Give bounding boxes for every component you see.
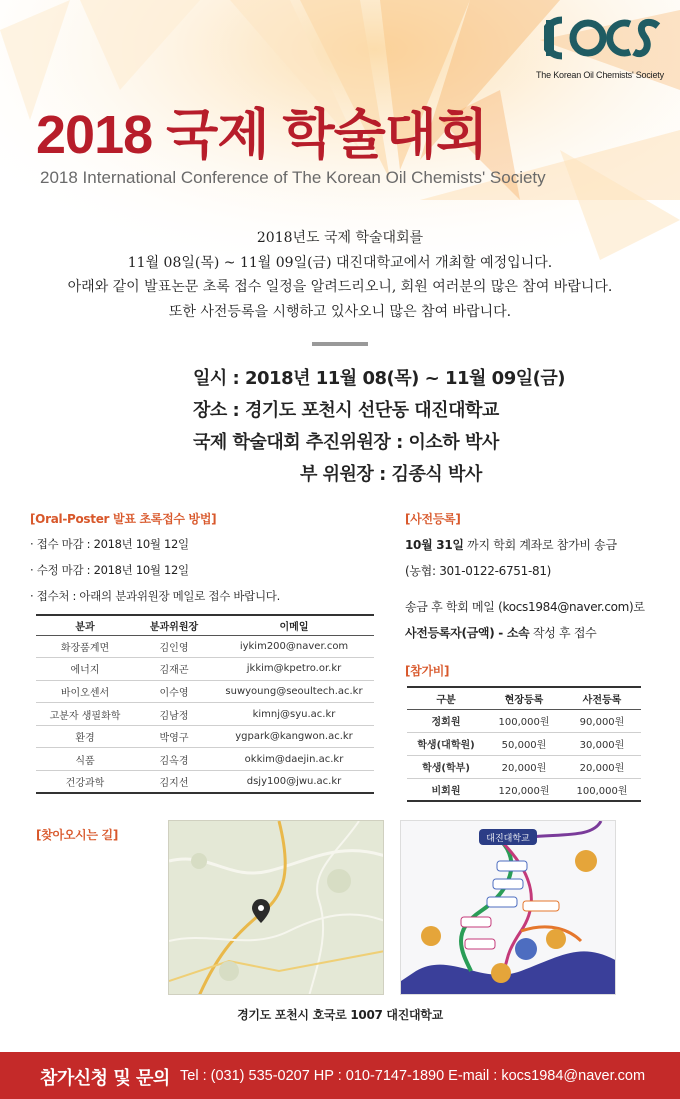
abstract-bullet: · 접수처 : 아래의 분과위원장 메일로 접수 바랍니다.	[30, 589, 280, 603]
table-row	[36, 680, 374, 703]
abstract-heading: [Oral-Poster 발표 초록접수 방법]	[30, 512, 217, 526]
event-place: 장소 : 경기도 포천시 선단동 대진대학교	[193, 400, 499, 421]
intro-line: 11월 08일(목) ~ 11월 09일(금) 대진대학교에서 개최할 예정입니다.	[127, 254, 553, 271]
table-row	[36, 658, 374, 681]
chair-cell: 김재곤	[134, 658, 214, 681]
table-row	[36, 725, 374, 748]
email-cell[interactable]: dsjy100@jwu.ac.kr	[214, 771, 374, 794]
submit-note	[405, 624, 596, 641]
intro-line: 아래와 같이 발표논문 초록 접수 일정을 알려드리오니, 회원 여러분의 많은 참여 바랍니다.	[67, 279, 613, 295]
map-image	[169, 821, 384, 995]
email-cell[interactable]: kimnj@syu.ac.kr	[214, 703, 374, 726]
email-cell[interactable]: ygpark@kangwon.ac.kr	[214, 725, 374, 748]
intro-line: 2018년도 국제 학술대회를	[256, 230, 424, 246]
registration-heading: [사전등록]	[405, 512, 461, 526]
table-row	[36, 771, 374, 794]
submit-text: 작성 후 접수	[529, 626, 597, 640]
registration-deadline	[405, 536, 617, 553]
onsite-fee-cell: 50,000원	[485, 732, 563, 755]
route-map-image	[401, 821, 616, 995]
pre-fee-cell: 30,000원	[563, 732, 641, 755]
division-cell: 식품	[36, 748, 134, 771]
mail-note: 송금 후 학회 메일 (kocs1984@naver.com)로	[405, 600, 645, 614]
fee-table	[407, 686, 641, 802]
email-cell[interactable]: iykim200@naver.com	[214, 635, 374, 658]
member-type-cell: 학생(대학원)	[407, 732, 485, 755]
division-cell: 화장품계면	[36, 635, 134, 658]
table-row	[36, 748, 374, 771]
division-cell: 건강과학	[36, 771, 134, 794]
member-type-cell: 학생(학부)	[407, 755, 485, 778]
page-title: 2018 국제 학술대회	[36, 105, 488, 165]
table-header: 현장등록	[485, 687, 563, 709]
society-logo	[536, 14, 671, 92]
pre-fee-cell: 90,000원	[563, 709, 641, 732]
event-chair: 국제 학술대회 추진위원장 : 이소하 박사	[193, 432, 499, 453]
table-header-row	[36, 615, 374, 635]
division-cell: 고분자 생필화학	[36, 703, 134, 726]
chair-cell: 김옥경	[134, 748, 214, 771]
onsite-fee-cell: 120,000원	[485, 778, 563, 801]
location-map	[168, 820, 384, 995]
footer-bar	[0, 1052, 680, 1099]
footer-title: 참가신청 및 문의	[40, 1068, 170, 1089]
directions-heading: [찾아오시는 길]	[36, 828, 118, 842]
table-header: 분과	[36, 615, 134, 635]
chair-cell: 박영구	[134, 725, 214, 748]
table-row	[407, 709, 641, 732]
submit-format: 사전등록자(금액) - 소속	[405, 626, 530, 640]
email-cell[interactable]: okkim@daejin.ac.kr	[214, 748, 374, 771]
event-vice-chair: 부 위원장 : 김종식 박사	[300, 464, 482, 485]
division-cell: 환경	[36, 725, 134, 748]
pre-fee-cell: 100,000원	[563, 778, 641, 801]
table-row	[36, 703, 374, 726]
event-date: 일시 : 2018년 11월 08(목) ~ 11월 09일(금)	[193, 368, 565, 389]
division-cell: 바이오센서	[36, 680, 134, 703]
route-title: 대진대학교	[486, 834, 530, 844]
table-header: 이메일	[214, 615, 374, 635]
venue-address: 경기도 포천시 호국로 1007 대진대학교	[237, 1008, 443, 1022]
table-header: 분과위원장	[134, 615, 214, 635]
email-cell[interactable]: jkkim@kpetro.or.kr	[214, 658, 374, 681]
deadline-text: 까지 학회 계좌로 참가비 송금	[463, 538, 617, 552]
society-name: The Korean Oil Chemists' Society	[536, 70, 664, 80]
chair-cell: 김인영	[134, 635, 214, 658]
abstract-bullet: · 수정 마감 : 2018년 10월 12일	[30, 563, 189, 577]
abstract-bullet: · 접수 마감 : 2018년 10월 12일	[30, 537, 189, 551]
deadline-date: 10월 31일	[405, 538, 464, 552]
intro-line: 또한 사전등록을 시행하고 있사오니 많은 참여 바랍니다.	[168, 303, 512, 320]
footer-contact[interactable]: Tel : (031) 535-0207 HP : 010-7147-1890 E-mail : kocs1984@naver.com	[180, 1068, 646, 1084]
table-row	[407, 755, 641, 778]
table-row	[407, 732, 641, 755]
table-header-row	[407, 687, 641, 709]
chair-cell: 김지선	[134, 771, 214, 794]
onsite-fee-cell: 100,000원	[485, 709, 563, 732]
kocs-logo-mark	[544, 14, 664, 62]
onsite-fee-cell: 20,000원	[485, 755, 563, 778]
email-cell[interactable]: suwyoung@seoultech.ac.kr	[214, 680, 374, 703]
page-subtitle: 2018 International Conference of The Korean Oil Chemists' Society	[40, 168, 546, 187]
table-header: 사전등록	[563, 687, 641, 709]
table-row	[407, 778, 641, 801]
member-type-cell: 정회원	[407, 709, 485, 732]
bank-account: (농협: 301-0122-6751-81)	[405, 564, 552, 578]
division-cell: 에너지	[36, 658, 134, 681]
route-diagram	[400, 820, 616, 995]
pre-fee-cell: 20,000원	[563, 755, 641, 778]
fees-heading: [참가비]	[405, 664, 450, 678]
chair-cell: 김남정	[134, 703, 214, 726]
divider	[312, 342, 368, 346]
member-type-cell: 비회원	[407, 778, 485, 801]
intro-text	[0, 226, 680, 324]
table-header: 구분	[407, 687, 485, 709]
division-table	[36, 614, 374, 794]
table-row	[36, 635, 374, 658]
chair-cell: 이수영	[134, 680, 214, 703]
